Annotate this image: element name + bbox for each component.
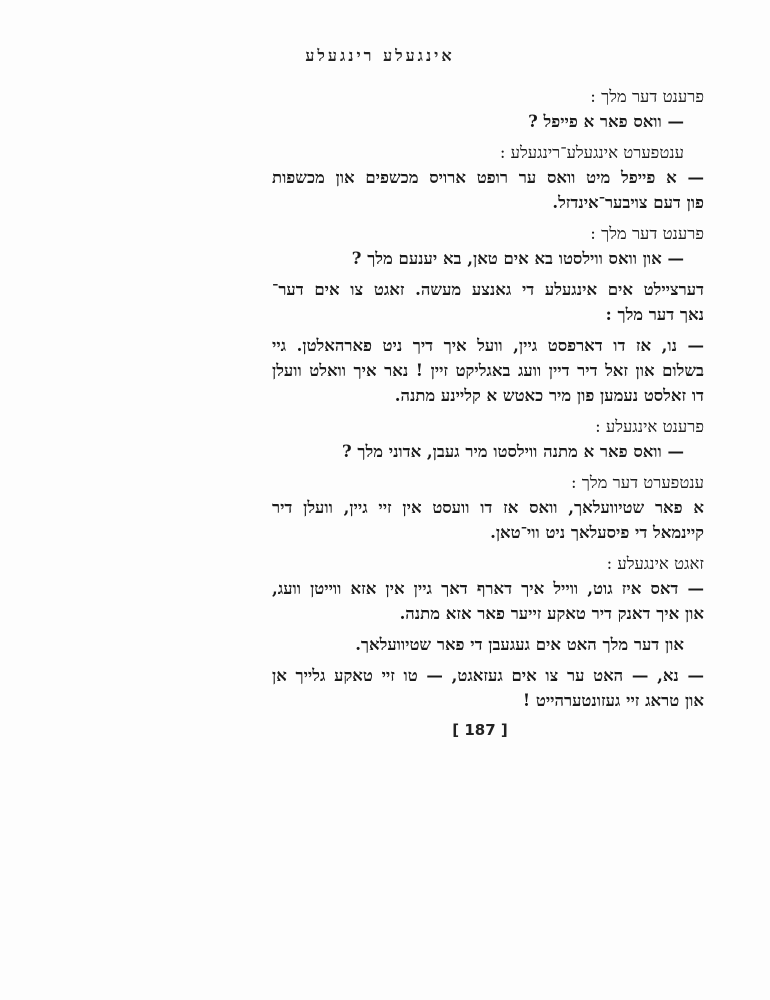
- dialogue-line: — און וואס ווילסטו בא אים טאן, בא יענעם מלך ?: [351, 249, 684, 268]
- speaker-line: פרענט דער מלך :: [590, 87, 704, 106]
- speaker-line: פרענט דער מלך :: [590, 224, 704, 243]
- dialogue-line: א פאר שטיוועלאך, וואס אז דו וועסט אין זיי גיין, וועלן דיר: [272, 498, 704, 517]
- page-number: [ 187 ]: [452, 721, 508, 739]
- dialogue-line: — נו, אז דו דארפסט גיין, וועל איך דיך ניט פארהאלטן. גיי: [272, 336, 704, 355]
- narration-line: און דער מלך האט אים געגעבן די פאר שטיוועלאך.: [355, 635, 684, 654]
- dialogue-line: און טראג זיי געזונטערהייט !: [522, 691, 704, 710]
- dialogue-line: פון דעם צויבער־אינדזל.: [552, 193, 704, 212]
- dialogue-line: בשלום און זאל דיר דיין וועג באגליקט זיין ! נאר איך וואלט וועלן: [272, 361, 704, 380]
- speaker-line: פרענט אינגעלע :: [595, 417, 704, 436]
- dialogue-line: — א פייפל מיט וואס ער רופט ארויס מכשפים און מכשפות: [272, 168, 704, 187]
- dialogue-line: דו זאלסט נעמען פון מיר כאטש א קליינע מתנה.: [394, 386, 704, 405]
- dialogue-line: — וואס פאר א מתנה ווילסטו מיר געבן, אדוני מלך ?: [341, 442, 684, 461]
- speaker-line: ענטפערט אינגעלע־רינגעלע :: [499, 143, 684, 162]
- running-head: אינגעלע רינגעלע: [305, 46, 455, 65]
- dialogue-line: — נא, — האט ער צו אים געזאגט, — טו זיי טאקע גלייך אן: [272, 666, 704, 685]
- narration-line: דערציילט אים אינגעלע די גאנצע מעשה. זאגט צו אים דער־: [272, 280, 704, 299]
- speaker-line: ענטפערט דער מלך :: [571, 473, 704, 492]
- narration-line: נאך דער מלך :: [605, 305, 704, 324]
- text-block: [272, 84, 704, 713]
- dialogue-line: — דאס איז גוט, ווייל איך דארף דאך גיין אין אזא ווייטן וועג,: [272, 579, 704, 598]
- dialogue-line: קיינמאל די פיסעלאך ניט ווי־טאן.: [490, 523, 704, 542]
- speaker-line: זאגט אינגעלע :: [606, 554, 704, 573]
- dialogue-line: און איך דאנק דיר טאקע זייער פאר אזא מתנה.: [399, 604, 704, 623]
- dialogue-line: — וואס פאר א פייפל ?: [528, 112, 684, 131]
